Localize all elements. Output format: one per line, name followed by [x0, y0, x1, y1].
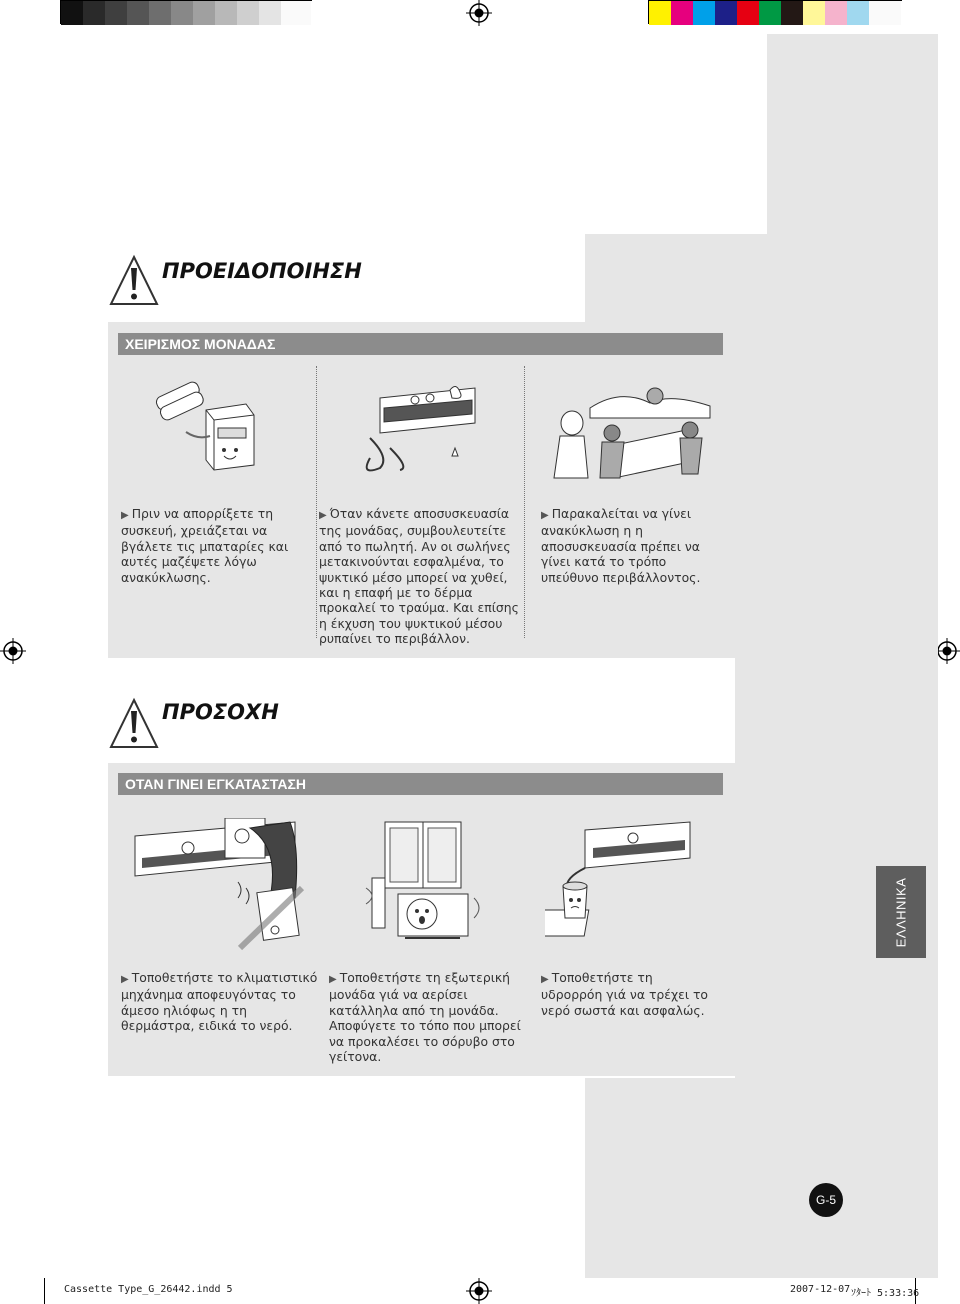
caution-item-3-text: Τοποθετήστε τη υδρορρόη γιά να τρέχει το νερό σωστά και ασφαλώς.	[541, 970, 709, 1018]
swatch	[215, 1, 238, 25]
caution-title: ΠΡΟΣΟΧΗ	[162, 700, 279, 724]
footer-date: 2007-12-07	[790, 1284, 851, 1295]
swatch	[803, 1, 826, 25]
grayscale-swatch-bar	[60, 0, 312, 24]
warning-triangle-icon	[108, 254, 160, 308]
swatch	[869, 1, 902, 25]
bullet-icon: ▶	[541, 974, 549, 985]
swatch	[193, 1, 216, 25]
page-number: G-5	[815, 1193, 836, 1207]
swatch	[737, 1, 760, 25]
caution-item-1-text: Τοποθετήστε το κλιματιστικό μηχάνημα αποφευγόντας το άμεσο ηλιόφως η τη θερμάστρα, ειδικά το νερό.	[121, 970, 318, 1034]
page-number-badge	[809, 1183, 843, 1217]
warning-item-2	[319, 506, 519, 647]
outdoor-unit-illustration	[360, 818, 490, 950]
warning-section-header: ΧΕΙΡΙΣΜΟΣ ΜΟΝΑΔΑΣ	[118, 333, 723, 355]
divider	[316, 366, 317, 638]
swatch	[847, 1, 870, 25]
bullet-icon: ▶	[319, 510, 327, 521]
swatch	[105, 1, 128, 25]
bullet-icon: ▶	[121, 974, 129, 985]
unpacking-unit-illustration	[350, 378, 490, 478]
registration-mark-icon	[0, 638, 26, 664]
swatch	[825, 1, 848, 25]
warning-title: ΠΡΟΕΙΔΟΠΟΙΗΣΗ	[162, 259, 362, 283]
swatch	[649, 1, 672, 25]
swatch	[149, 1, 172, 25]
swatch	[127, 1, 150, 25]
warning-item-1	[121, 506, 301, 585]
swatch	[171, 1, 194, 25]
language-tab-label: ΕΛΛΗΝΙΚΑ	[893, 877, 909, 947]
warning-item-3	[541, 506, 727, 585]
registration-mark-icon	[466, 0, 492, 26]
footer-time: ｿﾀｰﾄ 5:33:36	[851, 1288, 920, 1299]
white-cutout	[585, 34, 767, 234]
swatch	[715, 1, 738, 25]
bullet-icon: ▶	[121, 510, 129, 521]
sunlight-heater-illustration	[130, 818, 310, 953]
color-swatch-bar	[648, 0, 902, 24]
registration-mark-icon	[466, 1278, 492, 1304]
white-gap	[585, 1076, 735, 1078]
caution-item-2-text: Τοποθετήστε τη εξωτερική μονάδα γιά να αερίσει κατάλληλα από τη μονάδα. Αποφύγετε το τόπο που μπορεί να προκαλέσει το σόρυβο στο γείτονα.	[329, 970, 521, 1065]
bullet-icon: ▶	[329, 974, 337, 985]
caution-item-3	[541, 970, 717, 1018]
white-gap	[585, 658, 735, 763]
caution-triangle-icon	[108, 697, 160, 751]
caution-item-2	[329, 970, 524, 1064]
warning-item-1-text: Πριν να απορρίξετε τη συσκευή, χρειάζεται να βγάλετε τις μπαταρίες και αυτές μαζέψετε λόγω ανακύκλωσης.	[121, 506, 289, 585]
swatch	[83, 1, 106, 25]
language-tab	[876, 866, 926, 958]
swatch	[61, 1, 84, 25]
footer-file: Cassette Type_G_26442.indd 5	[64, 1284, 233, 1295]
swatch	[259, 1, 282, 25]
swatch	[281, 1, 312, 25]
drain-hose-illustration	[545, 818, 695, 946]
warning-item-2-text: Όταν κάνετε αποσυσκευασία της μονάδας, συμβουλευτείτε από το πωλητή. Αν οι σωλήνες μετακινούνται εσφαλμένα, το ψυκτικό μέσο μπορεί να χυθεί, και η επαφή με το δέρμα προκαλεί το τραύμα. Και επίσης η έκχυση του ψυκτικού μέσου ρυπαίνει το περιβάλλον.	[319, 506, 519, 647]
swatch	[693, 1, 716, 25]
swatch	[781, 1, 804, 25]
divider	[524, 366, 525, 638]
bullet-icon: ▶	[541, 510, 549, 521]
swatch	[759, 1, 782, 25]
swatch	[671, 1, 694, 25]
caution-section-header: ΟΤΑΝ ΓΙΝΕΙ ΕΓΚΑΤΑΣΤΑΣΗ	[118, 773, 723, 795]
swatch	[237, 1, 260, 25]
crop-mark	[44, 1278, 45, 1304]
environment-recycling-illustration	[540, 378, 720, 484]
caution-item-1	[121, 970, 319, 1034]
warning-item-3-text: Παρακαλείται να γίνει ανακύκλωση η η αποσυσκευασία πρέπει να γίνει κατά το τρόπο υπεύθυνο περιβάλλοντος.	[541, 506, 701, 585]
battery-removal-illustration	[146, 380, 276, 480]
